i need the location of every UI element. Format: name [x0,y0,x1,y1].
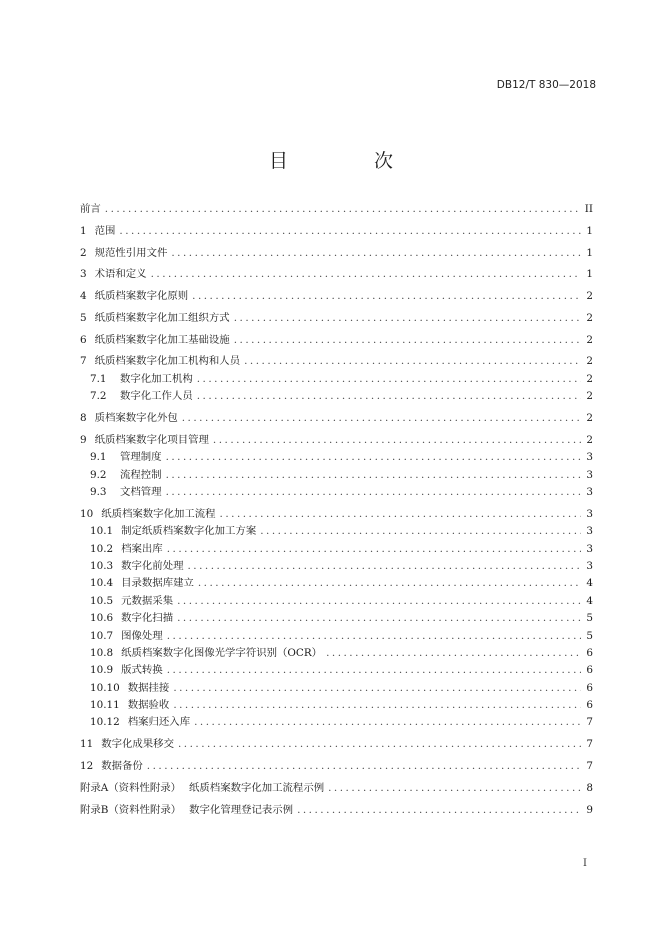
toc-entry-page: 2 [586,290,593,303]
toc-entry-page: 2 [586,355,593,368]
toc-entry-title: 图像处理 [121,629,163,642]
toc-entry[interactable] [80,593,593,610]
toc-entry[interactable] [80,432,593,449]
toc-entry-page: 6 [586,664,593,677]
toc-entry-number: 10.5 [90,594,114,607]
toc-entry-page: 1 [586,246,593,259]
toc-dot-leader [177,610,581,627]
toc-entry-page: 3 [586,559,593,572]
toc-entry-page: 3 [586,451,593,464]
toc-dot-leader [166,484,581,501]
toc-dot-leader [177,593,581,610]
toc-entry-title: 范围 [94,224,116,237]
toc-entry-number: 10.6 [90,612,114,625]
toc-entry-number: 附录B（资料性附录） [80,803,182,816]
toc-dot-leader [297,802,581,819]
toc-entry[interactable] [80,680,593,697]
toc-entry-page: 2 [586,433,593,446]
toc-entry-title: 纸质档案数字化加工流程 [101,507,216,520]
toc-entry-number: 9 [80,433,87,446]
toc-entry[interactable] [80,802,593,819]
toc-entry-number: 9.3 [90,485,107,498]
toc-entry-title: 目录数据库建立 [121,577,194,590]
toc-entry-title: 管理制度 [120,451,162,464]
toc-entry[interactable] [80,558,593,575]
toc-entry[interactable] [80,697,593,714]
toc-entry-page: 7 [586,738,593,751]
toc-dot-leader [119,223,581,240]
toc-entry-title: 制定纸质档案数字化加工方案 [121,525,257,538]
toc-dot-leader [197,388,581,405]
toc-entry-title: 数字化工作人员 [120,390,193,403]
toc-entry-title: 数据备份 [101,760,143,773]
toc-entry-title: 数据验收 [127,699,170,712]
toc-entry-number: 10 [80,507,94,520]
toc-entry[interactable] [80,484,593,501]
toc-dot-leader [173,697,581,714]
toc-entry-number: 12 [80,760,94,773]
doc-code: DB12/T 830—2018 [496,79,596,91]
toc-entry-page: 5 [586,629,593,642]
toc-entry-number: 7.1 [90,372,107,385]
toc-entry-title: 纸质档案数字化加工机构和人员 [94,355,241,368]
toc-entry-page: 3 [586,468,593,481]
page-title: 目 次 [268,150,434,172]
toc-entry-number: 10.9 [90,664,114,677]
toc-entry-number: 9.1 [90,451,107,464]
toc-entry[interactable] [80,201,593,218]
toc-dot-leader [326,645,581,662]
toc-entry-number: 7.2 [90,390,107,403]
toc-entry[interactable] [80,645,593,662]
toc-dot-leader [151,266,581,283]
toc-entry[interactable] [80,523,593,540]
toc-entry-title: 档案归还入库 [127,716,191,729]
toc-entry-number: 6 [80,333,87,346]
toc-dot-leader [197,371,581,388]
toc-entry[interactable] [80,266,593,283]
toc-entry-title: 文档管理 [120,485,162,498]
toc-entry-page: 6 [586,699,593,712]
toc-entry[interactable] [80,449,593,466]
toc-dot-leader [220,506,581,523]
toc-entry-title: 档案出库 [121,542,163,555]
toc-entry-number: 8 [80,412,87,425]
toc-dot-leader [178,736,581,753]
toc-entry-number: 10.3 [90,559,114,572]
toc-entry[interactable] [80,714,593,731]
toc-entry-number: 附录A（资料性附录） [80,781,182,794]
toc-entry-number: 9.2 [90,468,107,481]
toc-entry-page: 3 [586,525,593,538]
toc-entry-title: 元数据采集 [121,594,174,607]
toc-entry[interactable] [80,575,593,592]
toc-entry[interactable] [80,506,593,523]
toc-dot-leader [167,541,581,558]
page-number: I [583,858,587,869]
toc-entry-page: 9 [586,803,593,816]
toc-entry-page: 1 [586,268,593,281]
toc-entry-title: 纸质档案数字化项目管理 [94,433,209,446]
toc-entry-title: 数字化加工机构 [120,372,193,385]
toc-entry-page: 1 [586,224,593,237]
toc-entry-number: 3 [80,268,87,281]
toc-dot-leader [167,662,581,679]
toc-entry-title: 数字化管理登记表示例 [189,803,294,816]
toc-entry-title: 数字化成果移交 [101,738,174,751]
toc-entry-number: 1 [80,224,87,237]
toc-dot-leader [234,332,581,349]
toc-dot-leader [194,714,581,731]
toc-entry-title: 纸质档案数字化加工流程示例 [189,781,325,794]
toc-entry[interactable] [80,332,593,349]
toc-entry-page: 8 [586,781,593,794]
toc-entry-title: 术语和定义 [94,268,147,281]
toc-entry-title: 数据挂接 [127,681,170,694]
toc-dot-leader [244,353,581,370]
toc-entry-number: 2 [80,246,87,259]
toc-entry[interactable] [80,310,593,327]
toc-entry-page: 2 [586,372,593,385]
toc-dot-leader [192,288,581,305]
toc-entry-page: 4 [586,577,593,590]
toc-entry-title: 纸质档案数字化加工基础设施 [94,333,230,346]
toc-entry-page: 2 [586,333,593,346]
toc-entry-number: 4 [80,290,87,303]
toc-entry[interactable] [80,353,593,370]
toc-entry[interactable] [80,371,593,388]
toc-dot-leader [166,449,581,466]
toc-dot-leader [173,680,581,697]
toc-entry-number: 5 [80,311,87,324]
toc-entry[interactable] [80,288,593,305]
toc-entry-number: 10.1 [90,525,114,538]
toc-entry-title: 纸质档案数字化原则 [94,290,189,303]
toc-entry-number: 11 [80,738,94,751]
toc-entry-title: 纸质档案数字化加工组织方式 [94,311,230,324]
toc-entry-title: 纸质档案数字化图像光学字符识别（OCR） [121,646,323,659]
toc-dot-leader [166,467,581,484]
toc-entry-page: 3 [586,485,593,498]
toc-entry-title: 数字化扫描 [121,612,174,625]
toc-entry-page: 3 [586,542,593,555]
toc-entry[interactable] [80,223,593,240]
toc-entry-number: 7 [80,355,87,368]
toc-dot-leader [147,758,581,775]
toc-entry-number: 10.4 [90,577,114,590]
toc-entry-number: 10.8 [90,646,114,659]
toc-entry-number: 10.2 [90,542,114,555]
toc-entry-page: 3 [586,507,593,520]
toc-dot-leader [328,780,581,797]
toc-entry-number: 10.10 [90,681,120,694]
toc-entry-title: 质档案数字化外包 [94,412,178,425]
toc-entry[interactable] [80,780,593,797]
toc-dot-leader [213,432,581,449]
toc-entry-page: 7 [586,716,593,729]
toc-entry[interactable] [80,610,593,627]
toc-entry[interactable] [80,628,593,645]
toc-dot-leader [234,310,581,327]
toc-entry[interactable] [80,662,593,679]
toc-entry[interactable] [80,758,593,775]
toc-entry-number: 10.11 [90,699,120,712]
toc-dot-leader [105,201,581,218]
toc-dot-leader [167,628,581,645]
toc-entry-title: 规范性引用文件 [94,246,168,259]
toc-entry-page: 4 [586,594,593,607]
toc-entry-number: 10.7 [90,629,114,642]
toc-dot-leader [260,523,581,540]
toc-entry[interactable] [80,410,593,427]
toc-entry[interactable] [80,245,593,262]
toc-entry-number: 10.12 [90,716,120,729]
toc-entry[interactable] [80,736,593,753]
toc-entry[interactable] [80,388,593,405]
toc-entry-page: 6 [586,646,593,659]
toc-entry-page: 7 [586,760,593,773]
toc-entry-page: II [584,203,593,215]
toc-dot-leader [182,410,581,427]
toc-entry-page: 5 [586,612,593,625]
toc-entry-page: 2 [586,390,593,403]
table-of-contents [80,201,593,819]
toc-entry-title: 流程控制 [120,468,162,481]
toc-entry-title: 数字化前处理 [121,559,184,572]
toc-entry-title: 版式转换 [121,664,163,677]
toc-entry-page: 2 [586,412,593,425]
toc-dot-leader [198,575,581,592]
toc-entry[interactable] [80,541,593,558]
toc-entry-title: 前言 [80,203,101,215]
toc-entry-page: 2 [586,311,593,324]
toc-dot-leader [171,245,581,262]
toc-entry[interactable] [80,467,593,484]
toc-entry-page: 6 [586,681,593,694]
toc-dot-leader [187,558,581,575]
